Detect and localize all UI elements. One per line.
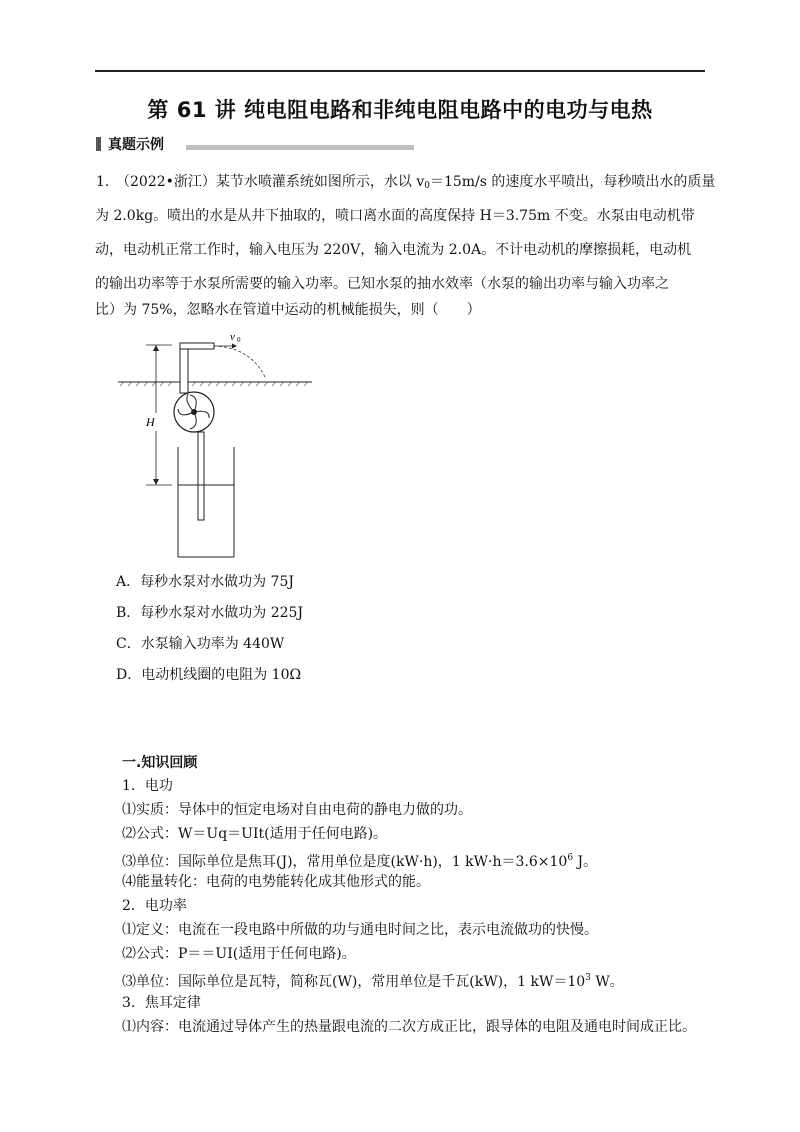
- riser-pipe: [180, 343, 188, 393]
- knowledge-line: 2．电功率: [122, 898, 187, 914]
- section-marker: [96, 137, 101, 151]
- knowledge-line: ⑴实质：导体中的恒定电场对自由电荷的静电力做的功。: [122, 802, 472, 818]
- knowledge-line: ⑶单位：国际单位是焦耳(J)，常用单位是度(kW·h)，1 $kW\cdot h=3.6\times 10^6$ J。: [122, 853, 598, 870]
- section-label: 真题示例: [108, 137, 164, 153]
- option-b: B．每秒水泵对水做功为 225J: [116, 605, 304, 621]
- water-trajectory: [214, 346, 265, 377]
- question-line-3: 动，电动机正常工作时，输入电压为 220V，输入电流为 2.0A。不计电动机的摩擦损耗，电动机: [95, 242, 692, 258]
- nozzle: [180, 343, 214, 349]
- suction-pipe: [198, 432, 204, 520]
- h-arrow-top: [153, 345, 159, 351]
- knowledge-line: 1．电功: [122, 778, 173, 794]
- knowledge-line: ⑴内容：电流通过导体产生的热量跟电流的二次方成正比，跟导体的电阻及通电时间成正比。: [122, 1019, 696, 1035]
- knowledge-line: ⑵公式：P＝＝UI(适用于任何电路)。: [122, 946, 356, 962]
- question-line-5: 比）为 75%，忽略水在管道中运动的机械能损失，则（ ）: [95, 302, 481, 318]
- knowledge-line: ⑴定义：电流在一段电路中所做的功与通电时间之比，表示电流做功的快慢。: [122, 922, 598, 938]
- question-line-1: （2022•浙江）某节水喷灌系统如图所示，水以 v0＝15m/s 的速度水平喷出，每秒喷出水的质量: [116, 174, 716, 191]
- knowledge-line: ⑶单位：国际单位是瓦特，简称瓦(W)，常用单位是千瓦(kW)，1 $kW=10^3$ W。: [122, 973, 624, 990]
- section-underline-bar: [186, 145, 414, 150]
- velocity-arrowhead: [232, 344, 237, 349]
- height-label: H: [146, 415, 155, 429]
- page-title: 第 61 讲 纯电阻电路和非纯电阻电路中的电功与电热: [147, 98, 653, 122]
- velocity-label: v: [230, 331, 235, 343]
- velocity-label-sub: 0: [237, 336, 241, 344]
- h-arrow-bottom: [153, 479, 159, 485]
- question-number: 1.: [96, 174, 110, 190]
- option-a: A．每秒水泵对水做功为 75J: [116, 574, 294, 590]
- option-d: D．电动机线圈的电阻为 10Ω: [116, 667, 302, 683]
- question-line-4: 的输出功率等于水泵所需要的输入功率。已知水泵的抽水效率（水泵的输出功率与输入功率之: [95, 276, 669, 292]
- option-c: C．水泵输入功率为 440W: [116, 636, 285, 652]
- ground-hatching: [120, 382, 308, 386]
- knowledge-line: ⑷能量转化：电荷的电势能转化成其他形式的能。: [122, 874, 430, 890]
- knowledge-heading: 一.知识回顾: [122, 755, 198, 771]
- pump-system-diagram: [110, 325, 320, 560]
- question-line-2: 为 2.0kg。喷出的水是从井下抽取的，喷口离水面的高度保持 H＝3.75m 不变。水泵由电动机带: [95, 208, 695, 224]
- knowledge-line: 3．焦耳定律: [122, 995, 201, 1011]
- top-rule: [95, 70, 705, 72]
- knowledge-line: ⑵公式：W＝Uq＝UIt(适用于任何电路)。: [122, 826, 388, 842]
